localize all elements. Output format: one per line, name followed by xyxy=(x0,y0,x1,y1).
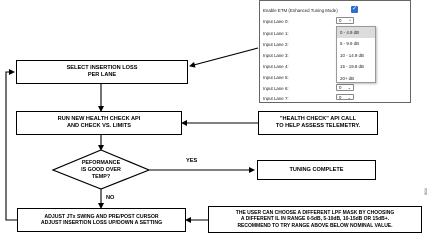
lane-7-select[interactable] xyxy=(336,94,354,100)
lpf-note-line-1: THE USER CAN CHOOSE A DIFFERENT LPF MASK BY CHOOSING xyxy=(235,210,395,217)
lane-0-select[interactable] xyxy=(336,17,354,24)
chevron-down-icon: ⌄ xyxy=(347,85,351,90)
lpf-note-line-2: A DIFFERENT IL IN RANGE 0-5dB, 5-10dB, 10-15dB OR 15dB+. xyxy=(240,216,390,223)
yes-label: YES xyxy=(186,158,198,164)
lane-6-label: Input Lane 6: xyxy=(263,86,289,91)
insertion-loss-dropdown xyxy=(336,26,376,83)
select-box-line-1: SELECT INSERTION LOSS xyxy=(66,65,138,72)
dropdown-option[interactable]: 10 - 14.9 dB xyxy=(340,52,364,58)
select-box-line-2: PER LANE xyxy=(87,72,117,78)
etm-label: Enable ETM (Enhanced Tuning Mode) xyxy=(263,8,338,13)
lane-5-label: Input Lane 5: xyxy=(263,75,289,80)
tuning-complete-box xyxy=(257,160,376,180)
lane-0-value: 0 xyxy=(339,18,342,23)
lane-0-label: Input Lane 0: xyxy=(263,19,289,24)
dropdown-option[interactable]: 0 - 4.9 dB xyxy=(337,27,375,38)
api-note-line-1: "HEALTH CHECK" API CALL xyxy=(279,116,357,123)
lane-4-label: Input Lane 4: xyxy=(263,64,289,69)
api-call-note xyxy=(258,111,378,135)
api-note-line-2: TO HELP ASSESS TELEMETRY. xyxy=(275,123,361,129)
decision-text xyxy=(62,160,140,181)
health-box-line-1: RUN NEW HEALTH CHECK API xyxy=(57,116,141,123)
adjust-box xyxy=(17,208,186,232)
lane-2-label: Input Lane 2: xyxy=(263,42,289,47)
dropdown-option[interactable]: 15 - 19.9 dB xyxy=(340,64,364,70)
etm-checkbox[interactable]: ✓ xyxy=(351,6,358,12)
figure-number: 004 xyxy=(423,188,428,195)
lane-7-label: Input Lane 7: xyxy=(263,96,289,101)
decision-line-2: IS GOOD OVER xyxy=(81,167,121,174)
adjust-box-line-1: ADJUST JTx SWING AND PRE/POST CURSOR xyxy=(44,213,159,220)
adjust-box-line-2: ADJUST INSERTION LOSS UP/DOWN A SETTING xyxy=(40,220,163,226)
lane-3-label: Input Lane 3: xyxy=(263,53,289,58)
lane-6-value: 0 xyxy=(339,85,342,90)
lane-1-label: Input Lane 1: xyxy=(263,31,289,36)
lpf-mask-note xyxy=(208,206,422,233)
dropdown-option[interactable]: 20+ dB xyxy=(340,75,355,81)
chevron-down-icon: ⌄ xyxy=(347,95,351,100)
arrow-panel-to-select xyxy=(190,48,258,66)
decision-line-1: PEFORMANCE xyxy=(81,160,121,166)
lane-7-value: 0 xyxy=(339,95,342,100)
chevron-up-icon: ^ xyxy=(349,18,351,23)
dropdown-option[interactable]: 5 - 9.9 dB xyxy=(340,41,360,47)
lpf-note-line-3: RECOMMEND TO TRY RANGE ABOVE BELOW NOMINAL VALUE. xyxy=(237,222,393,229)
arrow-loop-back xyxy=(6,72,17,220)
health-box-line-2: AND CHECK VS. LIMITS xyxy=(66,123,131,129)
no-label: NO xyxy=(106,195,115,201)
lane-6-select[interactable] xyxy=(336,84,354,91)
select-insertion-loss-box xyxy=(16,60,188,84)
tuning-complete-label: TUNING COMPLETE xyxy=(289,166,344,173)
health-check-box xyxy=(16,111,182,135)
etm-settings-panel xyxy=(259,0,411,103)
decision-line-3: TEMP? xyxy=(91,174,111,181)
